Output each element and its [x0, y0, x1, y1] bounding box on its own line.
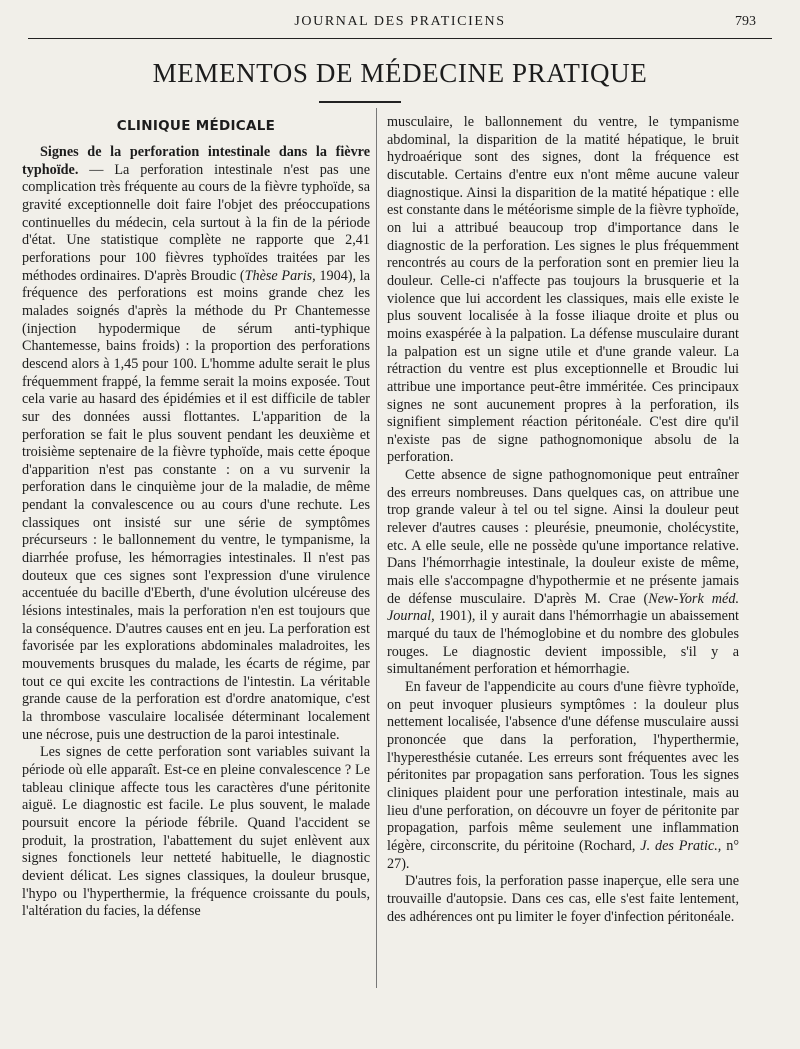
title-rule	[319, 101, 401, 103]
paragraph	[387, 467, 739, 679]
left-column	[22, 112, 370, 921]
paragraph: musculaire, le ballonnement du ventre, le tympanisme abdominal, la disparition de la matité hépatique, le bruit hydroaérique sont des signes, dont la fréquence est discutable. Certains d'entre eux n'ont même aucune valeur diagnostique. Ainsi la disparition de la matité hépatique : elle est constante dans le météorisme simple de la fièvre typhoïde, on lui a attribué beaucoup trop d'importance dans le diagnostic de la perforation. Les signes le plus fréquemment rencontrés au cours de la perforation sont en premier lieu la douleur. Celle-ci n'affecte pas toujours la brusquerie et la violence que lui accordent les classiques, mais elle existe le plus souvent localisée à la fosse iliaque droite et plus ou moins exaspérée à la palpation. La défense musculaire durant la palpation est un signe utile et d'une grande valeur. La rétraction du ventre est plus exceptionnelle et Broudic lui attribue une importance peut-être imméritée. Ces principaux signes ne sont aucunement propres à la perforation, ils signifient simplement réaction péritonéale. C'est dire qu'il n'existe pas de signe pathognomonique absolu de la perforation.	[387, 114, 739, 466]
page-number: 793	[735, 14, 756, 29]
citation: Thèse Paris,	[244, 267, 316, 284]
journal-title: JOURNAL DES PRATICIENS	[294, 14, 506, 29]
paragraph: D'autres fois, la perforation passe inaperçue, elle sera une trouvaille d'autopsie. Dans ces cas, elle s'est faite lentement, des adhérences ont pu limiter le foyer d'infection péritonéale.	[387, 873, 739, 925]
paragraph-text: — La perforation intestinale n'est pas une complication très fréquente au cours de la fièvre typhoïde, sa gravité exceptionnelle doit faire l'objet des préoccupations continuelles du médecin, cela surtout à la fin de la période d'état. Une statistique complète ne rapporte que 2,41 perforations pour 100 fièvres typhoïdes traitées par les méthodes ordinaires. D'après Broudic (	[22, 161, 370, 284]
citation: New-York méd. Journal,	[387, 590, 739, 625]
paragraph	[22, 144, 370, 744]
citation: J. des Pratic.,	[640, 837, 722, 854]
page-title: MEMENTOS DE MÉDECINE PRATIQUE	[152, 58, 648, 88]
paragraph	[387, 679, 739, 873]
paragraph-text: 1901), il y aurait dans l'hémorrhagie un abaissement marqué du taux de l'hémoglobine et du nombre des globules rouges. Le diagnostic devient impossible, s'il y a simultanément perforation et hémorrhagie.	[387, 608, 739, 678]
paragraph-text: En faveur de l'appendicite au cours d'une fièvre typhoïde, on peut invoquer plusieurs symptômes : la douleur plus nettement localisée, l'absence d'une défense musculaire aussi prononcée que dans la perforation, l'hyperthermie, l'hyperesthésie cutanée. Les erreurs sont fréquentes avec les péritonites par propagation sans perforation. Tous les signes cliniques plaident pour une perforation intestinale, mais au lieu d'une perforation, on découvre un foyer de péritonite par propagation, parfois même seulement une inflammation légère, circonscrite, du péritoine (Rochard,	[387, 679, 739, 854]
header-rule	[28, 38, 772, 39]
paragraph-lead: Signes de la perforation intestinale dans la fièvre typhoïde.	[22, 144, 370, 178]
column-divider	[376, 108, 377, 988]
paragraph-text: n° 27).	[387, 837, 739, 872]
right-column	[387, 114, 739, 926]
running-head	[28, 14, 772, 36]
section-heading: CLINIQUE MÉDICALE	[116, 118, 276, 134]
paragraph-text: 1904), la fréquence des perforations est moins grande chez les malades soignés d'après la méthode du Pr Chantemesse (injection hypodermique de sérum anti-typhique Chantemesse, bains froids) : la proportion des perforations descend alors à 1,45 pour 100. L'homme adulte serait le plus fréquemment frappé, la femme serait la moins exposée. Tout cela varie au hasard des épidémies et il est difficile de tabler sur des données aussi flottantes. L'apparition de la perforation se fait le plus souvent pendant les deuxième et troisième septenaire de la fièvre typhoïde, mais cette époque d'apparition n'est pas constante : on a vu survenir la perforation dans le cinquième jour de la maladie, de même pendant la convalescence ou au cours d'une rechute. Les classiques ont insisté sur une série de symptômes précurseurs : le ballonnement du ventre, le tympanisme, la diarrhée profuse, les hémorragies intestinales. Il n'est pas douteux que ces signes sont l'expression d'une virulence accentuée du bacille d'Eberth, d'une évolution ulcéreuse des lésions intestinales, mais la perforation n'en est toujours que la conséquence. D'autres causes ent en jeu. La perforation est favorisée par les explorations abdominales maladroites, les mouvements brusques du malade, les écarts de régime, par tout ce qui excite les contractions de l'intestin. La véritable grande cause de la perforation est d'ordre anatomique, c'est la thrombose vasculaire localisée déterminant localement une nécrose, puis une destruction de la paroi intestinale.	[22, 267, 371, 743]
paragraph-text: Cette absence de signe pathognomonique peut entraîner des erreurs nombreuses. Dans quelques cas, on attribue une trop grande valeur à tel ou tel signe. Ainsi la douleur peut relever d'autres causes : pleurésie, pneumonie, cholécystite, etc. A elle seule, elle ne possède qu'une importance relative. Dans l'hémorrhagie intestinale, la douleur existe de même, mais elle s'accompagne d'hypothermie et ne présente jamais de défense musculaire. D'après M. Crae (	[387, 467, 739, 607]
paragraph: Les signes de cette perforation sont variables suivant la période où elle apparaît. Est-ce en pleine convalescence ? Le tableau clinique affecte tous les caractères d'une péritonite aiguë. Le diagnostic est facile. Le plus souvent, le malade poursuit encore la période fébrile. Quand l'accident se produit, la prostration, l'abattement du sujet enlèvent aux signes fonctionels leur netteté habituelle, le diagnostic devient délicat. Les signes classiques, la douleur brusque, l'hypo ou l'hyperthermie, la fréquence croissante du pouls, l'altération du facies, la défense	[22, 744, 370, 920]
